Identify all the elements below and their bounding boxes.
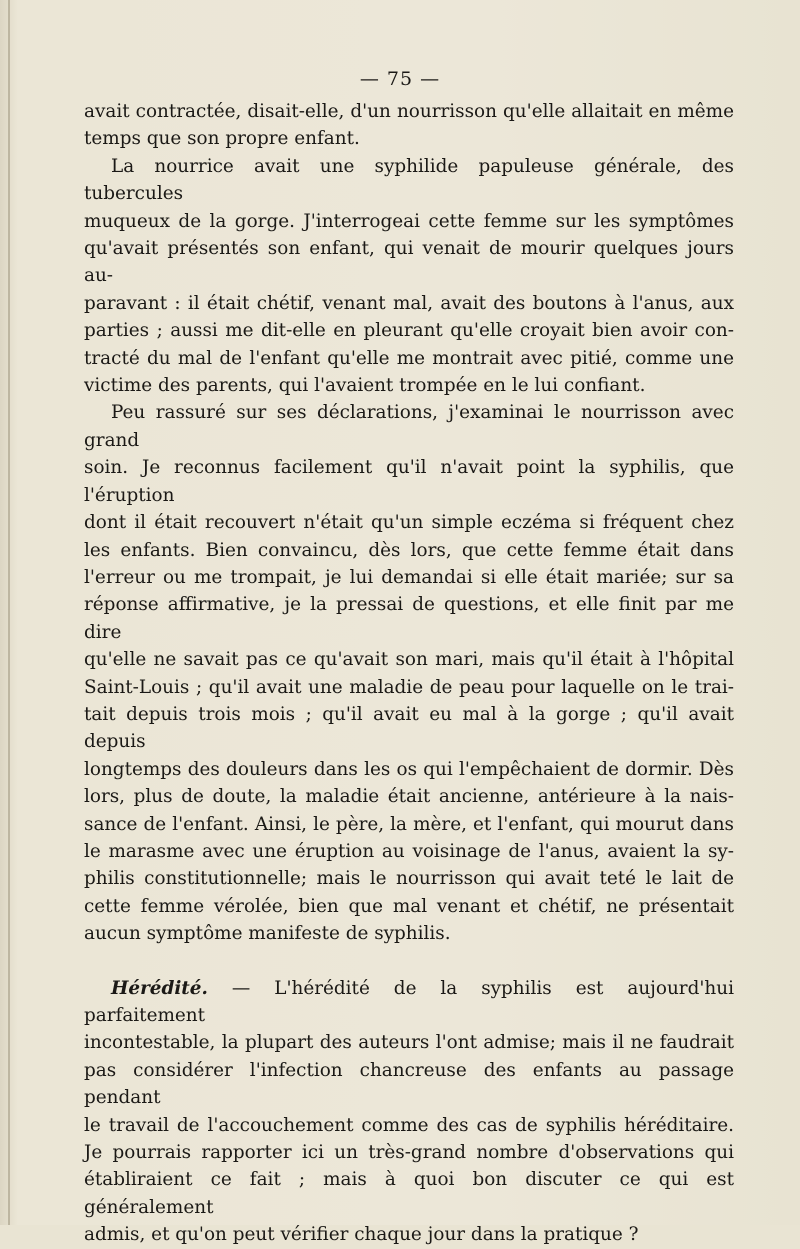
text-line: longtemps des douleurs dans les os qui l'empêchaient de dormir. Dès [84, 758, 734, 780]
paragraph-3 [84, 399, 734, 947]
text-line: La nourrice avait une syphilide papuleuse générale, des tubercules [84, 155, 734, 205]
text-line: sance de l'enfant. Ainsi, le père, la mère, et l'enfant, qui mourut dans [84, 813, 734, 835]
text-line: tait depuis trois mois ; qu'il avait eu mal à la gorge ; qu'il avait depuis [84, 703, 734, 753]
text-line: parties ; aussi me dit-elle en pleurant qu'elle croyait bien avoir con- [84, 320, 734, 342]
page-number: — 75 — [359, 68, 441, 90]
paragraph-2 [84, 153, 734, 400]
text-line: établiraient ce fait ; mais à quoi bon discuter ce qui est généralement [84, 1169, 734, 1218]
text-line: les enfants. Bien convaincu, dès lors, que cette femme était dans [84, 539, 734, 561]
section-heading: Hérédité. [111, 977, 208, 999]
heading-line-text: — L'hérédité de la syphilis est aujourd'hui parfaitement [84, 977, 734, 1026]
text-line: tracté du mal de l'enfant qu'elle me montrait avec pitié, comme une [84, 347, 734, 369]
text-line: incontestable, la plupart des auteurs l'ont admise; mais il ne faudrait [84, 1032, 734, 1054]
text-line: Saint-Louis ; qu'il avait une maladie de peau pour laquelle on le trai- [84, 676, 734, 698]
text-line: réponse affirmative, je la pressai de questions, et elle finit par me dire [84, 594, 734, 643]
text-line: temps que son propre enfant. [84, 128, 360, 150]
paragraph-4 [84, 975, 734, 1249]
binding-edge [8, 0, 10, 1225]
text-line [84, 975, 734, 1030]
text-line: philis constitutionnelle; mais le nourrisson qui avait teté le lait de [84, 868, 734, 890]
text-line: pas considérer l'infection chancreuse des enfants au passage pendant [84, 1059, 734, 1109]
text-line: avait contractée, disait-elle, d'un nourrisson qu'elle allaitait en même [84, 101, 734, 122]
text-line: muqueux de la gorge. J'interrogeai cette femme sur les symptômes [84, 210, 734, 232]
body-text [84, 98, 734, 1249]
text-line: dont il était recouvert n'était qu'un simple eczéma si fréquent chez [84, 512, 734, 534]
text-line: lors, plus de doute, la maladie était ancienne, antérieure à la nais- [84, 786, 734, 808]
text-line: admis, et qu'on peut vérifier chaque jour dans la pratique ? [84, 1224, 639, 1246]
text-line: aucun symptôme manifeste de syphilis. [84, 923, 451, 945]
text-line: cette femme vérolée, bien que mal venant et chétif, ne présentait [84, 895, 734, 917]
text-line: qu'elle ne savait pas ce qu'avait son mari, mais qu'il était à l'hôpital [84, 649, 734, 671]
text-line: Je pourrais rapporter ici un très-grand nombre d'observations qui [84, 1142, 734, 1164]
text-line: Peu rassuré sur ses déclarations, j'examinai le nourrisson avec grand [84, 402, 734, 451]
text-line: l'erreur ou me trompait, je lui demandai si elle était mariée; sur sa [84, 566, 734, 588]
paragraph-1 [84, 98, 734, 153]
text-line: soin. Je reconnus facilement qu'il n'avait point la syphilis, que l'éruption [84, 457, 734, 506]
text-line: le marasme avec une éruption au voisinage de l'anus, avaient la sy- [84, 840, 734, 862]
text-line: qu'avait présentés son enfant, qui venait de mourir quelques jours au- [84, 238, 734, 287]
text-line: paravant : il était chétif, venant mal, avait des boutons à l'anus, aux [84, 292, 734, 314]
text-line: victime des parents, qui l'avaient trompée en le lui confiant. [84, 375, 646, 397]
text-line: le travail de l'accouchement comme des cas de syphilis héréditaire. [84, 1114, 734, 1136]
section-gap [84, 948, 734, 975]
